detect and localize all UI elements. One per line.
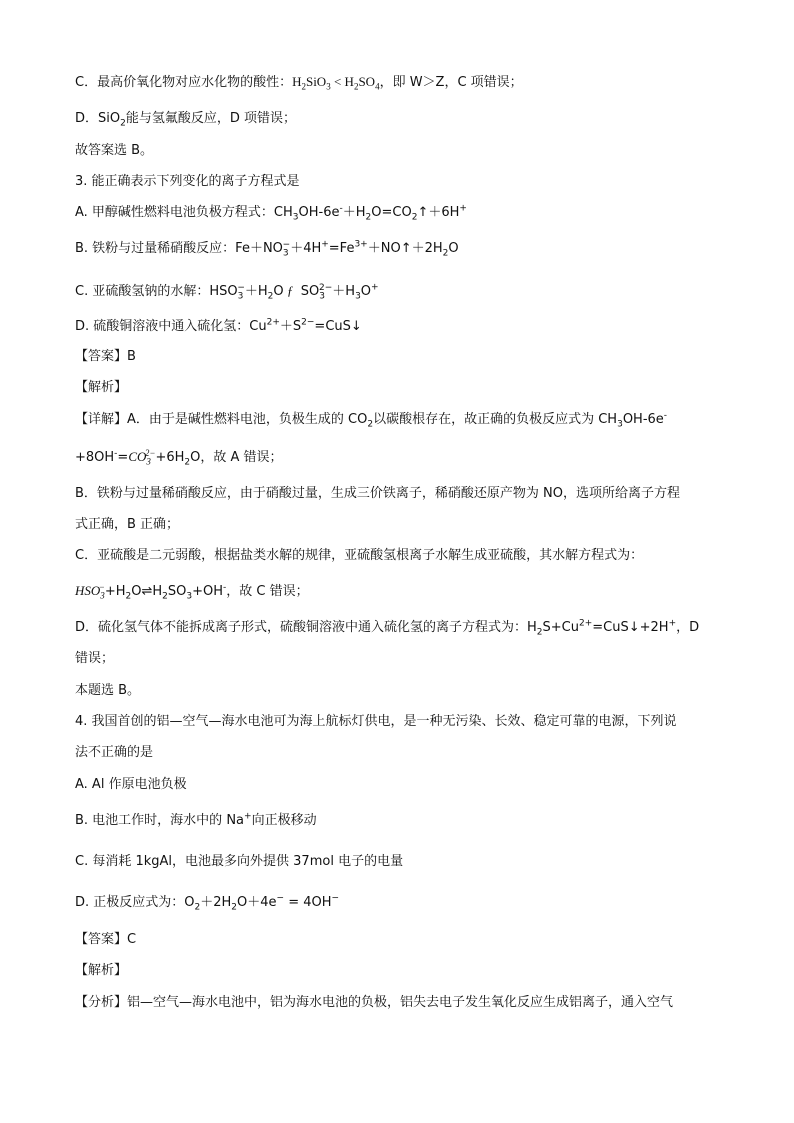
q4-option-c: C. 每消耗 1kgAl，电池最多向外提供 37mol 电子的电量 bbox=[75, 854, 404, 869]
line-d-sio2: D．SiO$_2$能与氢氟酸反应，D 项错误； bbox=[75, 111, 296, 129]
q4-option-b: B. 电池工作时，海水中的 Na+向正极移动 bbox=[75, 811, 317, 828]
q3-detail-a-2: $+8OH^-=CO_3^{2-}+6H_2O$，故 A 错误； bbox=[75, 447, 283, 468]
q3-detail-c-1: C．亚硫酸是二元弱酸，根据盐类水解的规律，亚硫酸氢根离子水解生成亚硫酸，其水解方程式为： bbox=[75, 548, 644, 563]
q3-detail-a-1: 【详解】A．由于是碱性燃料电池，负极生成的 $CO_2$以碳酸根存在，故正确的负极反应式为 $CH_3OH-6e^-$ bbox=[75, 410, 668, 430]
text: C．最高价氧化物对应水化物的酸性： bbox=[75, 75, 293, 90]
question-4-stem-2: 法不正确的是 bbox=[75, 745, 154, 760]
text: ，即 W＞Z，C 项错误； bbox=[379, 75, 523, 90]
q3-detail-d-2: 错误； bbox=[75, 651, 115, 666]
question-4-stem-1: 4. 我国首创的铝—空气—海水电池可为海上航标灯供电，是一种无污染、长效、稳定可靠的电源，下列说 bbox=[75, 714, 677, 729]
q4-option-a: A. Al 作原电池负极 bbox=[75, 777, 187, 792]
q3-option-b: B. 铁粉与过量稀硝酸反应：$Fe+NO_3^-+4H^+=Fe^{3+}+NO↑+2H_2O$ bbox=[75, 239, 459, 259]
formula-h2sio3: $H_2SiO_3 < H_2SO_4$ bbox=[292, 74, 380, 92]
answer-summary: 故答案选 B。 bbox=[75, 143, 154, 158]
q3-detail-d-1: D．硫化氢气体不能拆成离子形式，硫酸铜溶液中通入硫化氢的离子方程式为：$H_2S+Cu^{2+}=CuS↓+2H^+$，D bbox=[75, 618, 700, 638]
q4-option-d: D. 正极反应式为：$O_2+2H_2O+4e^- = 4OH^-$ bbox=[75, 893, 340, 913]
line-c-acidity bbox=[75, 74, 523, 91]
q4-analysis-label: 【解析】 bbox=[75, 963, 128, 978]
q4-answer: 【答案】C bbox=[75, 932, 137, 947]
q4-analysis-text: 【分析】铝—空气—海水电池中，铝为海水电池的负极，铝失去电子发生氧化反应生成铝离子，通入空气 bbox=[75, 995, 674, 1010]
q3-answer: 【答案】B bbox=[75, 349, 136, 364]
q3-option-d: D. 硫酸铜溶液中通入硫化氢：$Cu^{2+}+S^{2-}=CuS↓$ bbox=[75, 317, 362, 334]
q3-option-a: A. 甲醇碱性燃料电池负极方程式：$CH_3OH-6e^-+H_2O=CO_2↑+6H^+$ bbox=[75, 203, 467, 223]
q3-detail-b-2: 式正确，B 正确； bbox=[75, 517, 180, 532]
q3-detail-c-2: $HSO_3^-+H_2O\rightleftharpoons H_2SO_3+OH^-$，故 C 错误； bbox=[75, 581, 309, 602]
question-3-stem: 3. 能正确表示下列变化的离子方程式是 bbox=[75, 174, 300, 189]
q3-conclusion: 本题选 B。 bbox=[75, 683, 141, 698]
q3-detail-b-1: B．铁粉与过量稀硝酸反应，由于硝酸过量，生成三价铁离子，稀硝酸还原产物为 NO，选项所给离子方程 bbox=[75, 486, 681, 501]
q3-option-c: C. 亚硫酸氢钠的水解：$HSO_3^-+H_2O$ ƒ $SO_3^{2-}+H_3O^+$ bbox=[75, 282, 379, 302]
q3-analysis-label: 【解析】 bbox=[75, 380, 128, 395]
